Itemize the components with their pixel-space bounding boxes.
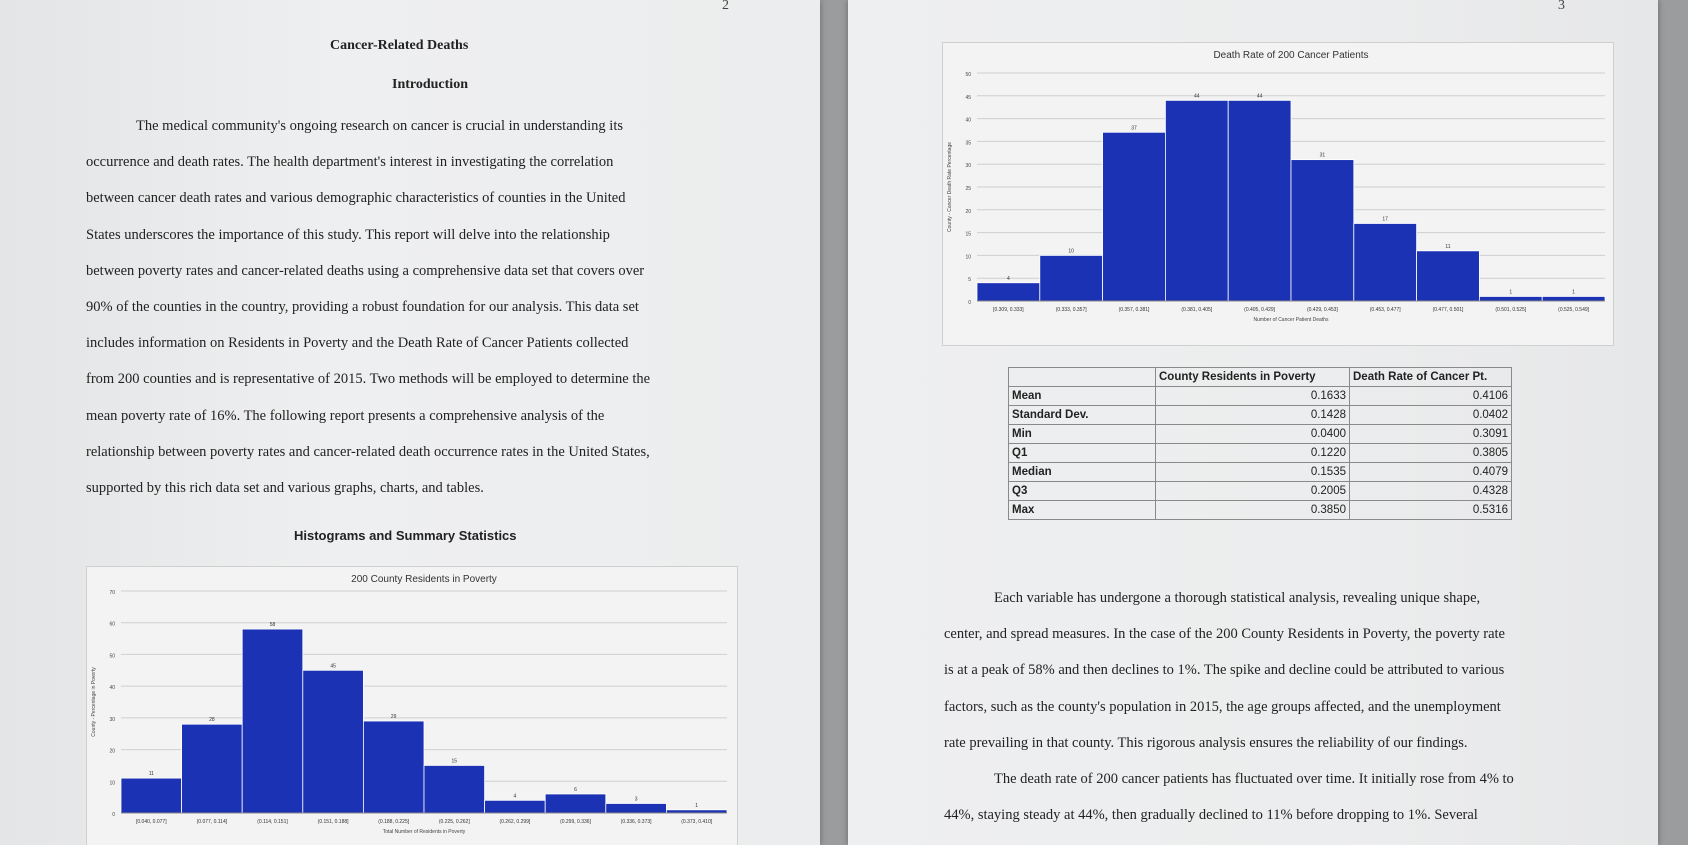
death-rate-histogram-svg xyxy=(943,43,1613,345)
text-line: Each variable has undergone a thorough statistical analysis, revealing unique shape, xyxy=(994,590,1481,606)
x-axis-label: Total Number of Residents in Poverty xyxy=(382,829,466,835)
y-tick-label: 35 xyxy=(965,140,971,147)
data-label: 6 xyxy=(574,786,577,793)
x-tick-label: (0.501, 0.525] xyxy=(1495,307,1527,313)
y-tick-label: 0 xyxy=(112,812,115,818)
x-axis-label: Number of Cancer Patient Deaths xyxy=(1253,317,1329,323)
document-page-right xyxy=(848,0,1658,845)
data-label: 37 xyxy=(1131,125,1137,132)
y-tick-label: 60 xyxy=(109,621,115,628)
chart-title: Death Rate of 200 Cancer Patients xyxy=(1213,50,1369,61)
table-cell: Max xyxy=(1009,501,1156,520)
x-tick-label: (0.381, 0.405] xyxy=(1181,307,1213,313)
histogram-bar xyxy=(1479,296,1542,301)
x-tick-label: (0.077, 0.114] xyxy=(196,819,228,825)
y-axis-label: County - Cancer Death Rate Percentage xyxy=(947,141,953,233)
text-line: occurrence and death rates. The health department's interest in investigating the correlation xyxy=(86,154,614,171)
table-cell: Q1 xyxy=(1009,444,1156,463)
text-line: factors, such as the county's population in 2015, the age groups affected, and the unemployment xyxy=(944,698,1501,715)
histogram-bar xyxy=(545,794,606,813)
y-tick-label: 70 xyxy=(109,590,115,596)
x-tick-label: (0.336, 0.373] xyxy=(620,819,652,825)
x-tick-label: (0.188, 0.225] xyxy=(378,819,410,825)
histogram-bar xyxy=(1040,255,1103,301)
data-label: 1 xyxy=(695,802,699,809)
text-line: rate prevailing in that county. This rigorous analysis ensures the reliability of our findings. xyxy=(944,734,1468,751)
table-cell: 0.4079 xyxy=(1350,463,1512,482)
table-cell: 0.1535 xyxy=(1156,463,1350,482)
table-row xyxy=(1009,501,1512,520)
table-cell: Standard Dev. xyxy=(1009,406,1156,425)
text-line: The medical community's ongoing research on cancer is crucial in understanding its xyxy=(136,118,624,134)
table-row xyxy=(1009,463,1512,482)
x-tick-label: (0.114, 0.151] xyxy=(257,819,288,825)
text-line: from 200 counties and is representative of 2015. Two methods will be employed to determine the xyxy=(86,371,651,388)
histogram-bar xyxy=(363,721,424,813)
section-heading: Histograms and Summary Statistics xyxy=(294,528,517,543)
text-line: The death rate of 200 cancer patients has fluctuated over time. It initially rose from 4% to xyxy=(994,771,1514,788)
data-label: 1 xyxy=(1572,289,1575,296)
text-line: relationship between poverty rates and cancer-related death occurrence rates in the United States, xyxy=(86,443,650,460)
data-label: 31 xyxy=(1319,152,1326,159)
table-cell: 0.3805 xyxy=(1350,444,1512,463)
table-row xyxy=(1009,425,1512,444)
histogram-bar xyxy=(303,670,364,813)
data-label: 4 xyxy=(513,793,517,800)
data-label: 1 xyxy=(1509,289,1513,296)
death-rate-histogram xyxy=(942,42,1614,346)
x-tick-label: (0.405, 0.429] xyxy=(1244,307,1276,313)
y-tick-label: 30 xyxy=(109,716,115,723)
table-cell: Median xyxy=(1009,463,1156,482)
chart-title: 200 County Residents in Poverty xyxy=(351,574,497,585)
text-line: includes information on Residents in Poverty and the Death Rate of Cancer Patients collected xyxy=(86,335,629,352)
x-tick-label: (0.477, 0.501] xyxy=(1432,307,1464,313)
table-row xyxy=(1009,444,1512,463)
x-tick-label: [0.309, 0.333] xyxy=(993,307,1024,313)
data-label: 15 xyxy=(451,758,458,765)
histogram-bar xyxy=(485,800,546,813)
x-tick-label: (0.357, 0.381] xyxy=(1118,307,1150,313)
x-tick-label: (0.525, 0.549] xyxy=(1558,307,1590,313)
data-label: 3 xyxy=(634,796,638,803)
table-cell: 0.5316 xyxy=(1350,501,1512,520)
data-label: 11 xyxy=(148,771,154,778)
table-row xyxy=(1009,387,1512,406)
table-header-cell: Death Rate of Cancer Pt. xyxy=(1350,368,1512,387)
histogram-bar xyxy=(977,283,1040,301)
table-cell: 0.0400 xyxy=(1156,425,1350,444)
y-tick-label: 40 xyxy=(965,117,971,124)
data-label: 45 xyxy=(330,663,336,670)
text-line: 44%, staying steady at 44%, then gradually declined to 11% before dropping to 1%. Several xyxy=(944,807,1478,824)
poverty-histogram xyxy=(86,566,738,845)
table-cell: 0.0402 xyxy=(1350,406,1512,425)
table-header-cell xyxy=(1009,368,1156,387)
text-line: States underscores the importance of this study. This report will delve into the relationship xyxy=(86,226,610,243)
summary-statistics-table xyxy=(1008,367,1512,520)
table-cell: Q3 xyxy=(1009,482,1156,501)
x-tick-label: (0.429, 0.453] xyxy=(1306,307,1338,313)
data-label: 29 xyxy=(390,714,397,721)
histogram-bar xyxy=(1228,100,1291,301)
y-axis-label: County - Percentage in Poverty xyxy=(91,667,97,737)
introduction-paragraph xyxy=(86,108,650,506)
data-label: 44 xyxy=(1256,93,1263,100)
document-page-left xyxy=(0,0,820,845)
page-number: 3 xyxy=(1558,0,1565,13)
text-line: between cancer death rates and various demographic characteristics of counties in the United xyxy=(86,190,626,207)
data-label: 17 xyxy=(1382,216,1388,223)
text-line: supported by this rich data set and various graphs, charts, and tables. xyxy=(86,480,484,497)
data-label: 58 xyxy=(269,622,276,629)
histogram-bar xyxy=(1291,160,1354,301)
histogram-bar xyxy=(1354,223,1417,301)
x-tick-label: (0.333, 0.357] xyxy=(1055,307,1087,313)
table-cell: 0.1633 xyxy=(1156,387,1350,406)
table-cell: 0.3850 xyxy=(1156,501,1350,520)
x-tick-label: [0.040, 0.077] xyxy=(136,819,167,825)
histogram-bar xyxy=(1165,100,1228,301)
y-tick-label: 10 xyxy=(965,254,971,261)
x-tick-label: (0.262, 0.299] xyxy=(499,819,531,825)
text-line: is at a peak of 58% and then declines to 1%. The spike and decline could be attributed to various xyxy=(944,662,1505,679)
table-cell: 0.1428 xyxy=(1156,406,1350,425)
table-header-cell: County Residents in Poverty xyxy=(1156,368,1350,387)
table-cell: 0.3091 xyxy=(1350,425,1512,444)
histogram-bar xyxy=(424,765,485,813)
x-tick-label: (0.225, 0.262] xyxy=(438,819,470,825)
y-tick-label: 10 xyxy=(109,780,115,787)
data-label: 11 xyxy=(1445,243,1451,250)
y-tick-label: 20 xyxy=(965,208,971,215)
x-tick-label: (0.151, 0.188] xyxy=(317,819,349,825)
histogram-bar xyxy=(182,724,243,813)
table-cell: 0.4328 xyxy=(1350,482,1512,501)
table-row xyxy=(1009,406,1512,425)
data-label: 4 xyxy=(1007,275,1010,282)
y-tick-label: 5 xyxy=(968,277,971,284)
x-tick-label: (0.453, 0.477] xyxy=(1369,307,1401,313)
histogram-bar xyxy=(606,803,667,813)
y-tick-label: 45 xyxy=(965,94,971,101)
y-tick-label: 15 xyxy=(965,231,971,238)
table-cell: 0.4106 xyxy=(1350,387,1512,406)
y-tick-label: 40 xyxy=(109,685,115,692)
table-cell: Mean xyxy=(1009,387,1156,406)
y-tick-label: 0 xyxy=(968,300,971,306)
data-label: 10 xyxy=(1068,248,1074,255)
document-title: Cancer-Related Deaths xyxy=(330,38,469,53)
text-line: center, and spread measures. In the case of the 200 County Residents in Poverty, the poverty rate xyxy=(944,626,1505,643)
poverty-histogram-svg xyxy=(87,567,737,845)
histogram-bar xyxy=(121,778,182,813)
text-line: mean poverty rate of 16%. The following report presents a comprehensive analysis of the xyxy=(86,407,605,424)
y-tick-label: 50 xyxy=(965,72,971,78)
introduction-heading: Introduction xyxy=(392,77,468,92)
y-tick-label: 25 xyxy=(965,186,971,192)
y-tick-label: 20 xyxy=(109,748,115,755)
histogram-bar xyxy=(242,629,303,813)
data-label: 28 xyxy=(209,717,215,724)
table-cell: 0.1220 xyxy=(1156,444,1350,463)
page-number: 2 xyxy=(722,0,729,13)
table-row xyxy=(1009,482,1512,501)
y-tick-label: 50 xyxy=(109,653,115,660)
analysis-paragraph xyxy=(944,580,1514,833)
text-line: 90% of the counties in the country, providing a robust foundation for our analysis. This data set xyxy=(86,299,639,316)
table-cell: 0.2005 xyxy=(1156,482,1350,501)
table-header-row xyxy=(1009,368,1512,387)
text-line: between poverty rates and cancer-related deaths using a comprehensive data set that covers over xyxy=(86,262,645,279)
histogram-bar xyxy=(1103,132,1166,301)
histogram-bar xyxy=(1542,296,1605,301)
histogram-bar xyxy=(1417,251,1480,301)
y-tick-label: 30 xyxy=(965,163,971,170)
table-cell: Min xyxy=(1009,425,1156,444)
x-tick-label: (0.299, 0.336] xyxy=(560,819,591,825)
data-label: 44 xyxy=(1194,93,1200,100)
x-tick-label: (0.373, 0.410] xyxy=(681,819,713,825)
